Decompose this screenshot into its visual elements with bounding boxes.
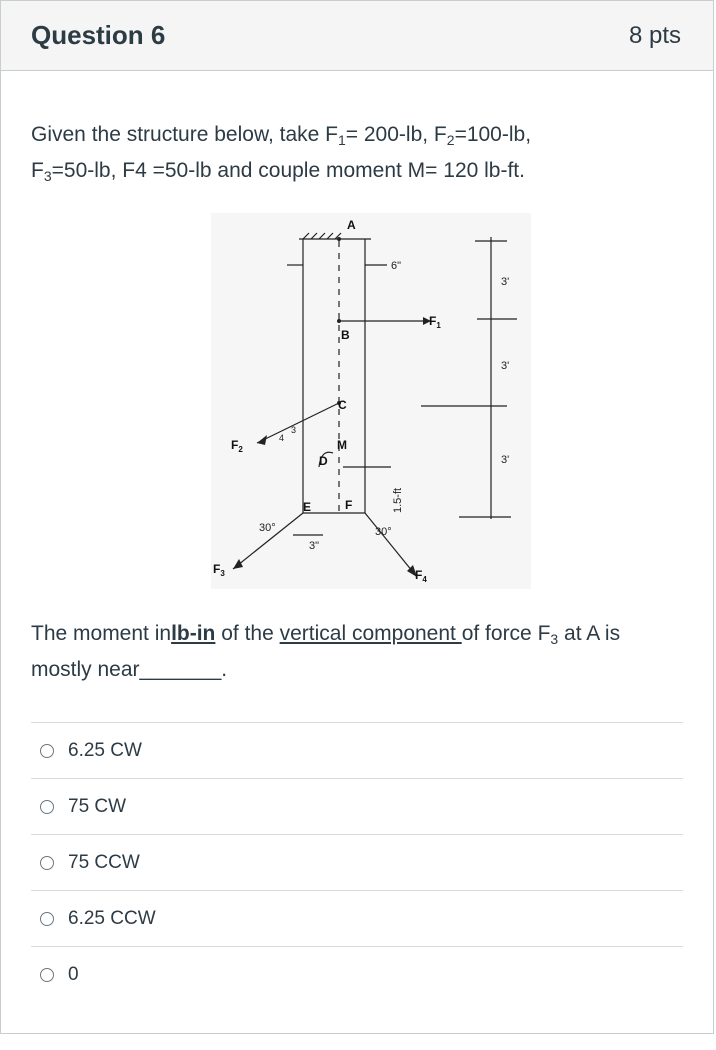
radio-button[interactable] bbox=[40, 856, 54, 870]
structure-diagram bbox=[211, 213, 531, 589]
answer-label: 75 CW bbox=[68, 795, 127, 817]
label-e: E bbox=[303, 500, 312, 514]
answer-label: 6.25 CCW bbox=[68, 907, 156, 929]
question-prompt bbox=[31, 616, 681, 688]
label-three-ft-3: 3' bbox=[501, 454, 510, 466]
question-intro bbox=[31, 117, 631, 189]
label-six-in: 6" bbox=[391, 260, 402, 272]
radio-button[interactable] bbox=[40, 912, 54, 926]
point-a-dot bbox=[337, 237, 341, 241]
answer-label: 0 bbox=[68, 963, 79, 985]
label-c: C bbox=[338, 398, 347, 412]
intro-text-3: =100-lb, bbox=[454, 123, 532, 146]
label-f3: $F_3$ bbox=[213, 562, 225, 578]
prompt-unit: lb-in bbox=[171, 622, 216, 645]
radio-button[interactable] bbox=[40, 744, 54, 758]
label-thirty-right: 30° bbox=[375, 526, 392, 538]
support-hatch bbox=[303, 233, 341, 239]
intro-text-1: Given the structure below, take F bbox=[31, 123, 338, 146]
answer-label: 75 CCW bbox=[68, 851, 140, 873]
point-b-dot bbox=[337, 319, 341, 323]
label-three-ft-1: 3' bbox=[501, 276, 510, 288]
answer-label: 6.25 CW bbox=[68, 739, 142, 761]
answer-option[interactable] bbox=[31, 890, 683, 946]
label-one-five-ft: 1.5-ft bbox=[392, 487, 404, 513]
radio-button[interactable] bbox=[40, 968, 54, 982]
prompt-sub: 3 bbox=[550, 631, 559, 647]
answer-option[interactable] bbox=[31, 778, 683, 834]
prompt-text-5: of force F bbox=[461, 622, 551, 645]
label-a: A bbox=[347, 218, 356, 232]
label-d: D bbox=[319, 454, 328, 468]
label-thirty-left: 30° bbox=[259, 522, 276, 534]
prompt-text-6: at A is mostly near_______. bbox=[31, 622, 621, 681]
label-slope-3: 3 bbox=[291, 425, 297, 435]
prompt-text-1: The moment in bbox=[31, 622, 172, 645]
radio-button[interactable] bbox=[40, 800, 54, 814]
structure-figure bbox=[211, 213, 531, 589]
label-three-ft-2: 3' bbox=[501, 360, 510, 372]
label-b: B bbox=[341, 328, 350, 342]
right-leg bbox=[365, 513, 417, 577]
question-points: 8 pts bbox=[628, 21, 681, 49]
label-slope-4: 4 bbox=[279, 433, 285, 443]
intro-sub-2: 2 bbox=[446, 132, 455, 148]
label-m: M bbox=[337, 438, 347, 452]
intro-sub-1: 1 bbox=[337, 132, 346, 148]
f3-arrowhead bbox=[233, 559, 243, 569]
label-f2: $F_2$ bbox=[231, 438, 243, 454]
intro-text-4: F bbox=[31, 159, 44, 182]
intro-text-2: = 200-lb, F bbox=[345, 123, 447, 146]
label-f: F bbox=[345, 498, 353, 512]
label-f1: $F_1$ bbox=[429, 314, 441, 330]
intro-sub-3: 3 bbox=[43, 168, 52, 184]
question-header bbox=[1, 1, 713, 71]
f2-arrowhead bbox=[257, 435, 267, 445]
intro-text-5: =50-lb, F4 =50-lb and couple moment M= 120 lb-ft. bbox=[51, 159, 525, 182]
answer-option[interactable] bbox=[31, 722, 683, 778]
prompt-vertical: vertical component bbox=[279, 622, 462, 645]
f2-line bbox=[257, 403, 339, 443]
label-three-in: 3" bbox=[309, 540, 320, 552]
answer-list bbox=[31, 722, 683, 1002]
question-title: Question 6 bbox=[31, 20, 166, 50]
label-f4: $F_4$ bbox=[415, 568, 427, 584]
prompt-text-3: of the bbox=[215, 622, 280, 645]
answer-option[interactable] bbox=[31, 834, 683, 890]
answer-option[interactable] bbox=[31, 946, 683, 1002]
